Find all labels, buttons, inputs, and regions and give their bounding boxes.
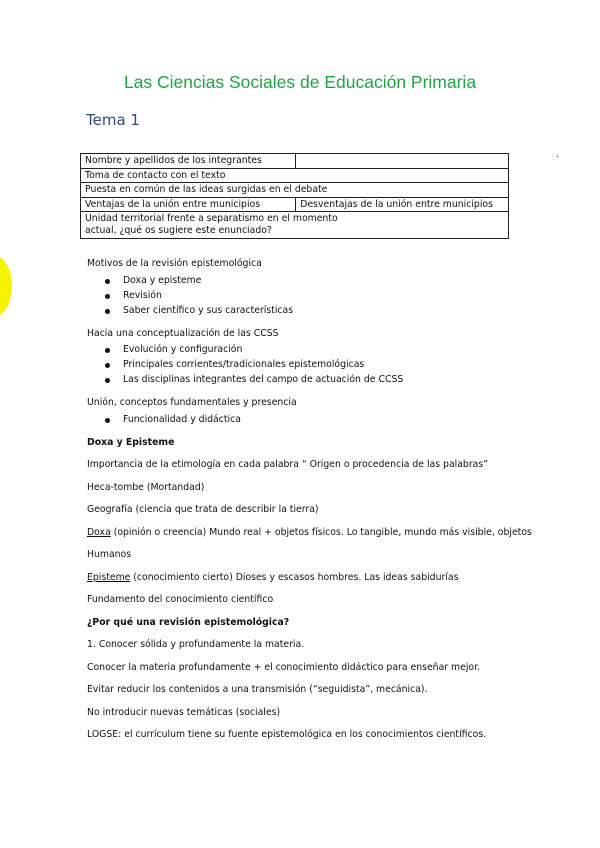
list-item: Evolución y configuración [87, 344, 537, 356]
table-cell: Ventajas de la unión entre municipios [81, 197, 296, 212]
list-item: Doxa y episteme [87, 275, 537, 287]
paragraph: LOGSE: el currículum tiene su fuente epistemológica en los conocimientos científicos. [87, 729, 487, 740]
list-item: Revisión [87, 290, 537, 302]
paragraph: Hacia una conceptualización de las CCSS [87, 327, 279, 339]
paragraph: 1. Conocer sólida y profundamente la materia. [87, 639, 305, 650]
underlined-term: Doxa [87, 526, 111, 538]
table-row [81, 183, 509, 198]
yellow-highlight-mark [0, 256, 12, 316]
paragraph [87, 527, 537, 539]
paragraph: Importancia de la etimología en cada palabra “ Origen o procedencia de las palabras” [87, 459, 489, 470]
stray-dot: . [556, 150, 559, 160]
paragraph [87, 572, 537, 584]
paragraph-text: (opinión o creencia) Mundo real + objetos físicos. Lo tangible, mundo más visible, objetos [110, 526, 532, 538]
list-item: Las disciplinas integrantes del campo de actuación de CCSS [87, 374, 537, 386]
bullet-list [87, 414, 537, 426]
table-row [81, 197, 509, 212]
paragraph: Evitar reducir los contenidos a una transmisión (“seguidista”, mecánica). [87, 684, 428, 695]
group-info-table [80, 153, 509, 239]
table-cell: Unidad territorial frente a separatismo en el momento actual, ¿qué os sugiere este enunciado? [81, 212, 509, 238]
section-title: Tema 1 [86, 111, 140, 129]
paragraph: Unión, conceptos fundamentales y presencia [87, 397, 297, 408]
document-title: Las Ciencias Sociales de Educación Primaria [123, 72, 477, 92]
paragraph-text: (conocimiento cierto) Dioses y escasos hombres. Las ideas sabidurías [130, 571, 459, 583]
underlined-term: Episteme [87, 571, 131, 583]
paragraph: Motivos de la revisión epistemológica [87, 258, 262, 269]
table-cell-empty[interactable] [296, 154, 509, 169]
paragraph: Fundamento del conocimiento científico [87, 594, 274, 605]
paragraph: Humanos [87, 549, 132, 560]
table-row [81, 212, 509, 238]
table-cell: Toma de contacto con el texto [81, 168, 509, 183]
list-item: Saber científico y sus características [87, 305, 537, 317]
paragraph: Heca-tombe (Mortandad) [87, 481, 205, 493]
table-cell: Puesta en común de las ideas surgidas en el debate [81, 183, 509, 198]
subheading: ¿Por qué una revisión epistemológica? [87, 616, 290, 628]
table-row [81, 168, 509, 183]
table-row [81, 154, 509, 169]
bullet-list [87, 344, 537, 386]
paragraph: Geografía (ciencia que trata de describir la tierra) [87, 504, 319, 515]
paragraph: No introducir nuevas temáticas (sociales) [87, 706, 281, 718]
list-item: Funcionalidad y didáctica [87, 414, 537, 426]
subheading: Doxa y Episteme [87, 436, 175, 448]
table-cell: Nombre y apellidos de los integrantes [81, 154, 296, 169]
document-body [87, 258, 537, 752]
bullet-list [87, 275, 537, 317]
table-cell: Desventajas de la unión entre municipios [296, 197, 509, 212]
paragraph: Conocer la materia profundamente + el conocimiento didáctico para enseñar mejor. [87, 661, 481, 673]
list-item: Principales corrientes/tradicionales epistemológicas [87, 359, 537, 371]
